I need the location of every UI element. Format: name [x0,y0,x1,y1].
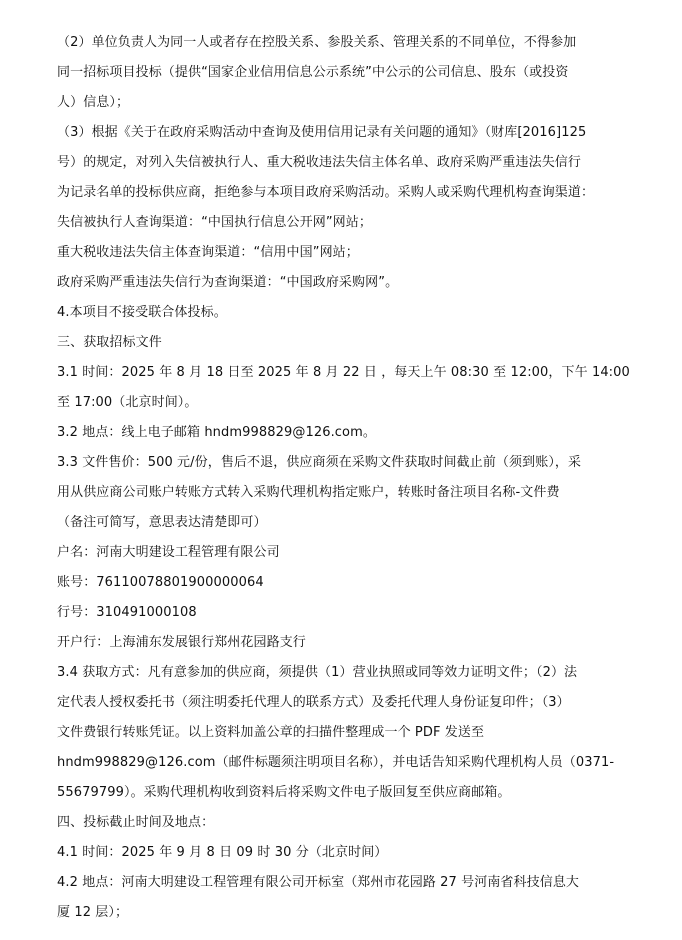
text-line: 同一招标项目投标（提供“国家企业信用信息公示系统”中公示的公司信息、股东（或投资 [57,65,569,80]
text-line: 重大税收违法失信主体查询渠道：“信用中国”网站； [57,245,359,260]
text-line: 号）的规定，对列入失信被执行人、重大税收违法失信主体名单、政府采购严重违法失信行 [57,155,582,170]
document-body [57,28,657,928]
text-line: 3.4 获取方式：凡有意参加的供应商，须提供（1）营业执照或同等效力证明文件；（2）法 [57,665,578,680]
text-line: 失信被执行人查询渠道：“中国执行信息公开网”网站； [57,215,372,230]
text-line: 为记录名单的投标供应商，拒绝参与本项目政府采购活动。采购人或采购代理机构查询渠道： [57,185,595,200]
text-line: 4.本项目不接受联合体投标。 [57,305,227,320]
text-line: 定代表人授权委托书（须注明委托代理人的联系方式）及委托代理人身份证复印件；（3） [57,695,570,710]
text-line: 4.1 时间：2025 年 9 月 8 日 09 时 30 分（北京时间） [57,845,388,860]
text-line: 3.3 文件售价：500 元/份，售后不退，供应商须在采购文件获取时间截止前（须到账），采 [57,455,582,470]
text-line: 文件费银行转账凭证。以上资料加盖公章的扫描件整理成一个 PDF 发送至 [57,725,485,740]
bank-branch: 开户行：上海浦东发展银行郑州花园路支行 [57,635,306,650]
section-heading: 四、投标截止时间及地点： [57,815,215,830]
account-name: 户名：河南大明建设工程管理有限公司 [57,545,280,560]
text-line: 55679799）。采购代理机构收到资料后将采购文件电子版回复至供应商邮箱。 [57,785,511,800]
text-line: （2）单位负责人为同一人或者存在控股关系、参股关系、管理关系的不同单位，不得参加 [57,35,577,50]
account-number: 账号：76110078801900000064 [57,575,264,590]
text-line: 至 17:00（北京时间）。 [57,395,198,410]
text-line: （备注可简写，意思表达清楚即可） [57,515,267,530]
text-line: 4.2 地点：河南大明建设工程管理有限公司开标室（郑州市花园路 27 号河南省科技信息大 [57,875,580,890]
text-line: 3.1 时间：2025 年 8 月 18 日至 2025 年 8 月 22 日 ，每天上午 08:30 至 12:00，下午 14:00 [57,365,630,380]
text-line: 厦 12 层）； [57,905,129,920]
section-heading: 三、获取招标文件 [57,335,162,350]
text-line: 人）信息）； [57,95,130,110]
text-line: hndm998829@126.com（邮件标题须注明项目名称），并电话告知采购代理机构人员（0371- [57,755,615,770]
text-line: 政府采购严重违法失信行为查询渠道：“中国政府采购网”。 [57,275,399,290]
text-line: 用从供应商公司账户转账方式转入采购代理机构指定账户，转账时备注项目名称-文件费 [57,485,560,500]
bank-code: 行号：310491000108 [57,605,197,620]
text-line: 3.2 地点：线上电子邮箱 hndm998829@126.com。 [57,425,376,440]
text-line: （3）根据《关于在政府采购活动中查询及使用信用记录有关问题的通知》（财库[2016]125 [57,125,587,140]
